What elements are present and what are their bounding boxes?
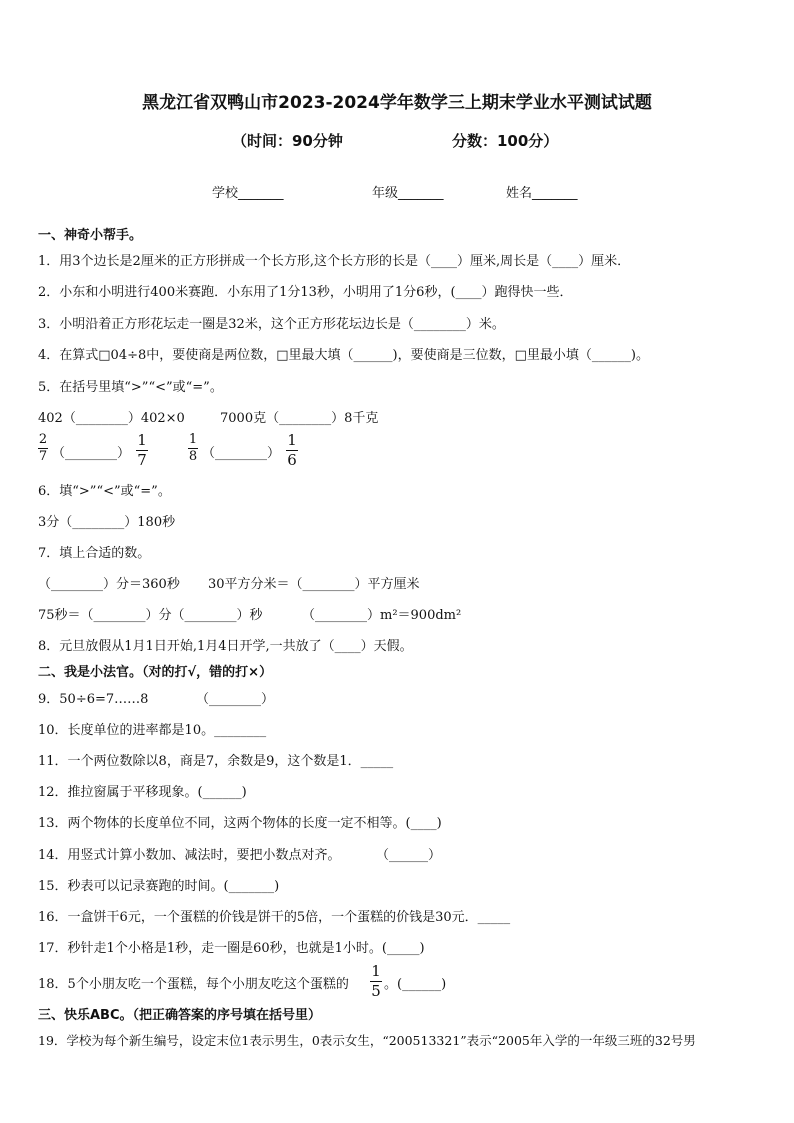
question-7b: 30平方分米＝（________）平方厘米 bbox=[208, 577, 420, 592]
question-17: 17．秒针走1个小格是1秒，走一圈是60秒，也就是1小时。(_____) bbox=[38, 941, 425, 956]
question-18-text: 18．5个小朋友吃一个蛋糕，每个小朋友吃这个蛋糕的 bbox=[38, 977, 349, 992]
fraction-numerator: 1 bbox=[287, 431, 297, 449]
page-title: 黑龙江省双鸭山市2023-2024学年数学三上期末学业水平测试试题 bbox=[142, 93, 652, 113]
question-6: 6．填“>”“<”或“=”。 bbox=[38, 484, 171, 499]
question-3: 3．小明沿着正方形花坛走一圈是32米，这个正方形花坛边长是（________）米。 bbox=[38, 317, 505, 332]
question-12: 12．推拉窗属于平移现象。(______) bbox=[38, 785, 247, 800]
question-7d: （________）m²＝900dm² bbox=[302, 608, 462, 623]
fraction-1-8 bbox=[188, 433, 198, 464]
question-2: 2．小东和小明进行400米赛跑．小东用了1分13秒，小明用了1分6秒，(____）跑得快一些． bbox=[38, 285, 573, 300]
fraction-denominator: 7 bbox=[38, 449, 48, 464]
grade-field[interactable]: 年级_______ bbox=[372, 186, 444, 201]
name-field[interactable]: 姓名_______ bbox=[506, 186, 578, 201]
exam-time: （时间：90分钟 bbox=[232, 132, 343, 150]
question-19: 19．学校为每个新生编号，设定末位1表示男生，0表示女生，“200513321”表示“2005年入学的一年级三班的32号男 bbox=[38, 1033, 696, 1048]
question-18-blank[interactable]: 。(______) bbox=[384, 977, 447, 992]
fraction-numerator: 1 bbox=[188, 432, 198, 447]
fraction-denominator: 6 bbox=[287, 451, 297, 469]
school-field[interactable]: 学校_______ bbox=[212, 186, 284, 201]
question-16: 16．一盒饼干6元，一个蛋糕的价钱是饼干的5倍，一个蛋糕的价钱是30元．_____ bbox=[38, 910, 511, 925]
question-14-blank[interactable]: （______） bbox=[376, 848, 442, 863]
fraction-denominator: 5 bbox=[371, 982, 381, 1000]
question-11: 11．一个两位数除以8，商是7，余数是9，这个数是1．_____ bbox=[38, 754, 394, 769]
fraction-1-6 bbox=[286, 432, 298, 469]
question-10: 10．长度单位的进率都是10。________ bbox=[38, 723, 267, 738]
question-7a: （________）分＝360秒 bbox=[38, 577, 180, 592]
question-13: 13．两个物体的长度单位不同，这两个物体的长度一定不相等。(____) bbox=[38, 816, 442, 831]
section-1-heading: 一、神奇小帮手。 bbox=[38, 228, 143, 243]
question-9: 9．50÷6=7……8 bbox=[38, 692, 149, 707]
question-7c: 75秒＝（________）分（________）秒 bbox=[38, 608, 263, 623]
question-5a: 402（________）402×0 bbox=[38, 411, 185, 426]
fraction-2-7 bbox=[38, 433, 48, 464]
question-9-blank[interactable]: （________） bbox=[196, 692, 275, 707]
fraction-denominator: 7 bbox=[137, 451, 147, 469]
fraction-numerator: 2 bbox=[38, 432, 48, 447]
question-1: 1．用3个边长是2厘米的正方形拼成一个长方形,这个长方形的长是（____）厘米,周长是（____）厘米． bbox=[38, 254, 631, 269]
fraction-numerator: 1 bbox=[137, 431, 147, 449]
fraction-numerator: 1 bbox=[371, 962, 381, 980]
section-2-heading: 二、我是小法官。（对的打√，错的打×） bbox=[38, 665, 273, 680]
fraction-1-5 bbox=[370, 963, 382, 1000]
question-6a: 3分（________）180秒 bbox=[38, 515, 176, 530]
exam-score: 分数：100分） bbox=[452, 132, 559, 150]
fraction-1-7 bbox=[136, 432, 148, 469]
question-14: 14．用竖式计算小数加、减法时，要把小数点对齐。 bbox=[38, 848, 341, 863]
question-5c-blank[interactable]: （________） bbox=[52, 446, 131, 461]
question-4: 4．在算式□04÷8中，要使商是两位数，□里最大填（______)，要使商是三位数，□里最小填（______)。 bbox=[38, 348, 649, 363]
question-7: 7．填上合适的数。 bbox=[38, 546, 151, 561]
question-5: 5．在括号里填“>”“<”或“=”。 bbox=[38, 380, 223, 395]
section-3-heading: 三、快乐ABC。（把正确答案的序号填在括号里） bbox=[38, 1008, 322, 1023]
question-8: 8．元旦放假从1月1日开始,1月4日开学,一共放了（____）天假。 bbox=[38, 639, 413, 654]
fraction-denominator: 8 bbox=[188, 449, 198, 464]
question-5b: 7000克（________）8千克 bbox=[220, 411, 379, 426]
question-15: 15．秒表可以记录赛跑的时间。(_______) bbox=[38, 879, 280, 894]
question-5d-blank[interactable]: （________） bbox=[202, 446, 281, 461]
